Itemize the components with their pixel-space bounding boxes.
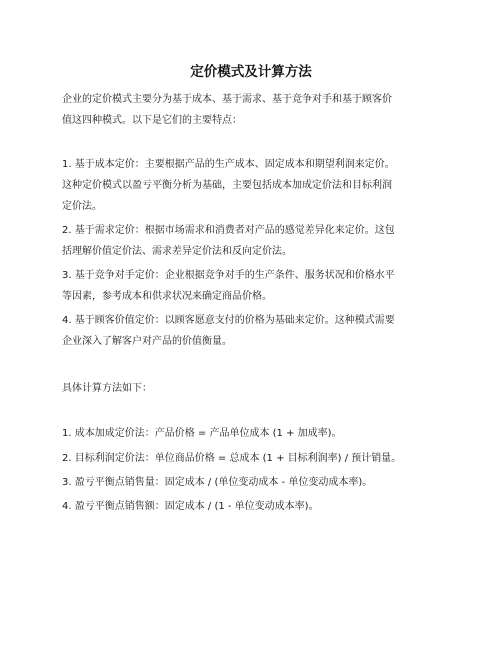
mode-1-line-2: 这种定价模式以盈亏平衡分析为基础，主要包括成本加成定价法和目标利润 [62, 180, 392, 191]
mode-4-line-2: 企业深入了解客户对产品的价值衡量。 [62, 336, 232, 347]
document-title: 定价模式及计算方法 [190, 64, 312, 80]
mode-1-line-3: 定价法。 [62, 201, 102, 212]
mode-1-line-1: 1. 基于成本定价：主要根据产品的生产成本、固定成本和期望利润来定价。 [62, 159, 395, 170]
method-4: 4. 盈亏平衡点销售额：固定成本 / (1 - 单位变动成本率)。 [62, 501, 319, 512]
mode-3-line-1: 3. 基于竞争对手定价：企业根据竞争对手的生产条件、服务状况和价格水平 [62, 270, 395, 281]
mode-3-line-2: 等因素，参考成本和供求状况来确定商品价格。 [62, 291, 272, 302]
mode-4-line-1: 4. 基于顾客价值定价：以顾客愿意支付的价格为基础来定价。这种模式需要 [62, 315, 395, 326]
method-1: 1. 成本加成定价法：产品价格 = 产品单位成本 (1 + 加成率)。 [62, 428, 342, 439]
methods-heading: 具体计算方法如下： [62, 383, 152, 394]
mode-2-line-2: 括理解价值定价法、需求差异定价法和反向定价法。 [62, 246, 292, 257]
method-2: 2. 目标利润定价法：单位商品价格 = 总成本 (1 + 目标利润率) / 预计销量。 [62, 453, 402, 464]
mode-2-line-1: 2. 基于需求定价：根据市场需求和消费者对产品的感觉差异化来定价。这包 [62, 225, 395, 236]
method-3: 3. 盈亏平衡点销售量：固定成本 / (单位变动成本 - 单位变动成本率)。 [62, 477, 373, 488]
intro-line-1: 企业的定价模式主要分为基于成本、基于需求、基于竞争对手和基于顾客价 [62, 94, 392, 105]
intro-line-2: 值这四种模式。以下是它们的主要特点： [62, 115, 242, 126]
